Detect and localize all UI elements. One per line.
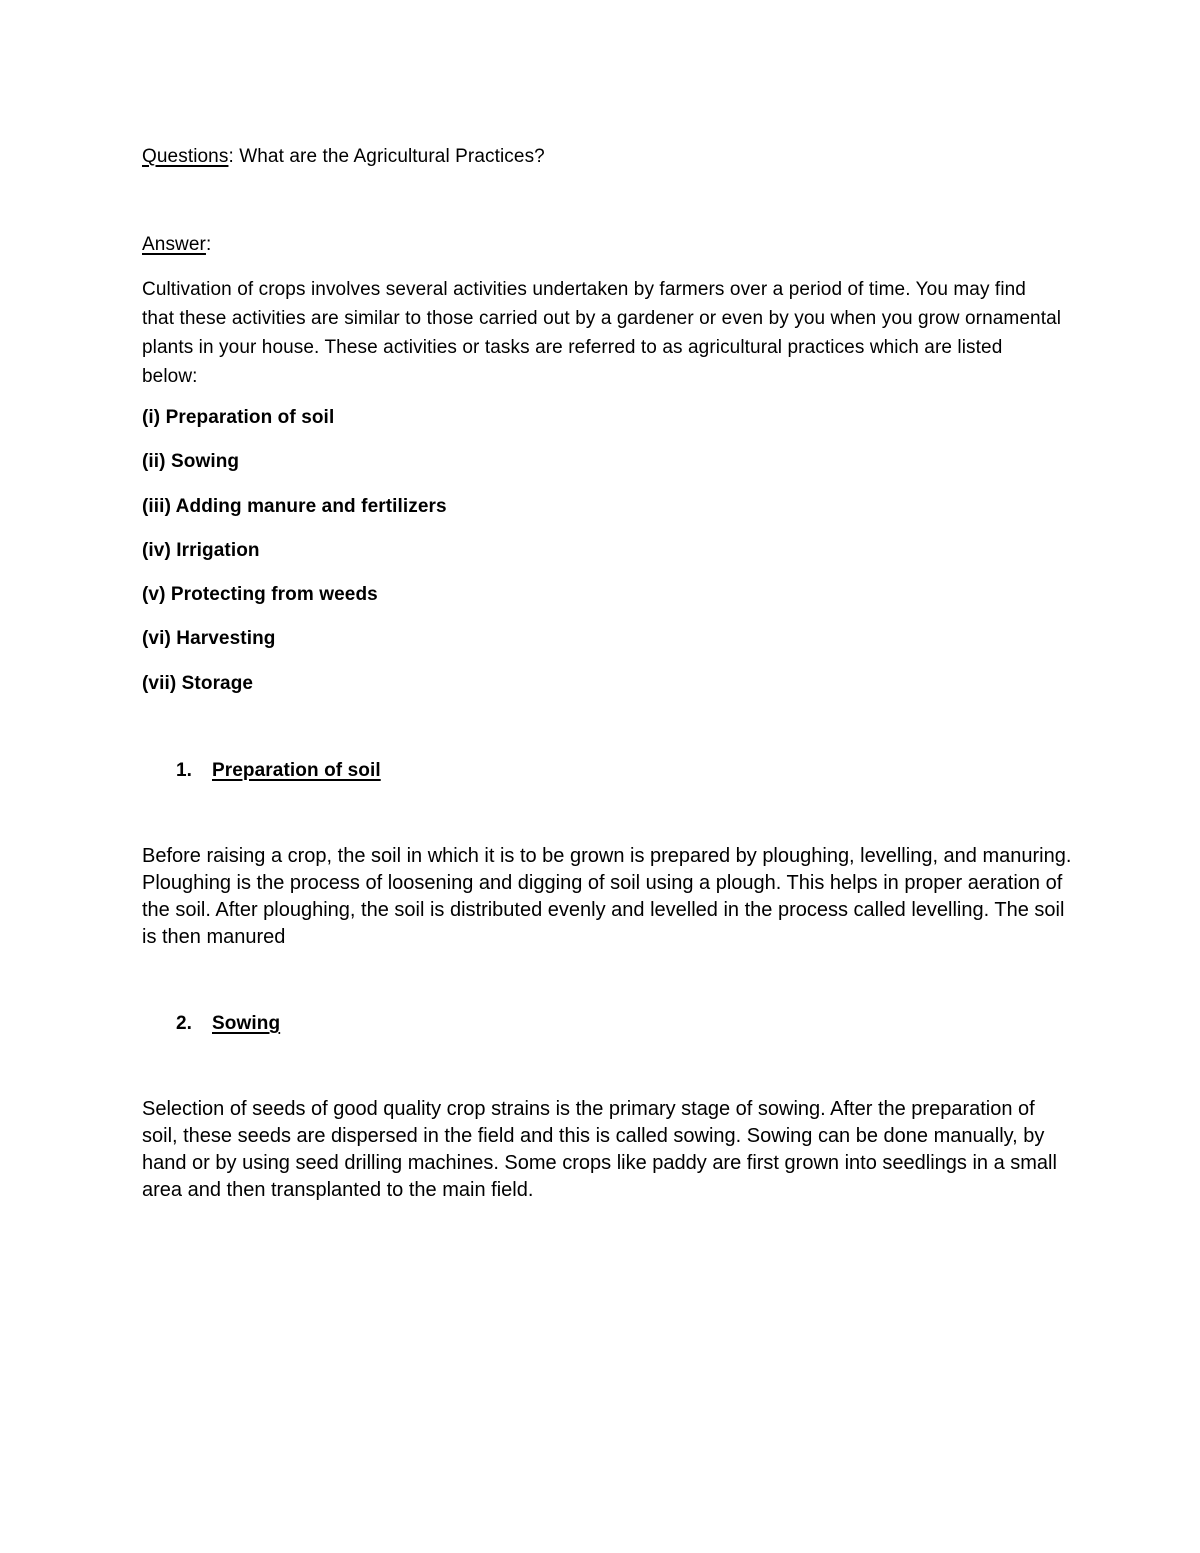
list-item: (iii) Adding manure and fertilizers bbox=[142, 496, 447, 517]
answer-colon: : bbox=[205, 234, 212, 255]
section-body: Selection of seeds of good quality crop strains is the primary stage of sowing. After the preparation of soil, these seeds are dispersed in the field and this is called sowing. Sowing can be done manually, by hand or by using seed drilling machines. Some crops like paddy are first grown into seedlings in a small area and then transplanted to the main field. bbox=[142, 1098, 1057, 1201]
section-number: 2. bbox=[176, 1013, 193, 1034]
section-title: Preparation of soil bbox=[212, 760, 381, 781]
list-item: (ii) Sowing bbox=[142, 451, 240, 472]
list-item: (i) Preparation of soil bbox=[142, 407, 335, 428]
list-item: (vii) Storage bbox=[142, 673, 254, 694]
list-item: (iv) Irrigation bbox=[142, 540, 260, 561]
section-body: Before raising a crop, the soil in which it is to be grown is prepared by ploughing, levelling, and manuring. Ploughing is the process of loosening and digging of soil using a plough. This helps in proper aeration of the soil. After ploughing, the soil is distributed evenly and levelled in the process called levelling. The soil is then manured bbox=[142, 845, 1072, 948]
question-text: What are the Agricultural Practices? bbox=[233, 146, 545, 167]
question-label: Questions bbox=[142, 146, 229, 167]
list-item: (v) Protecting from weeds bbox=[142, 584, 378, 605]
list-item: (vi) Harvesting bbox=[142, 628, 276, 649]
answer-label: Answer bbox=[142, 234, 206, 255]
answer-intro-paragraph: Cultivation of crops involves several activities undertaken by farmers over a period of time. You may find that these activities are similar to those carried out by a gardener or even by you when you grow ornamental plants in your house. These activities or tasks are referred to as agricultural practices which are listed below: bbox=[142, 279, 1062, 387]
question-colon: : bbox=[228, 146, 234, 167]
section-number: 1. bbox=[176, 760, 193, 781]
section-title: Sowing bbox=[212, 1013, 281, 1034]
answer-heading bbox=[142, 235, 211, 254]
question-line bbox=[142, 147, 545, 166]
